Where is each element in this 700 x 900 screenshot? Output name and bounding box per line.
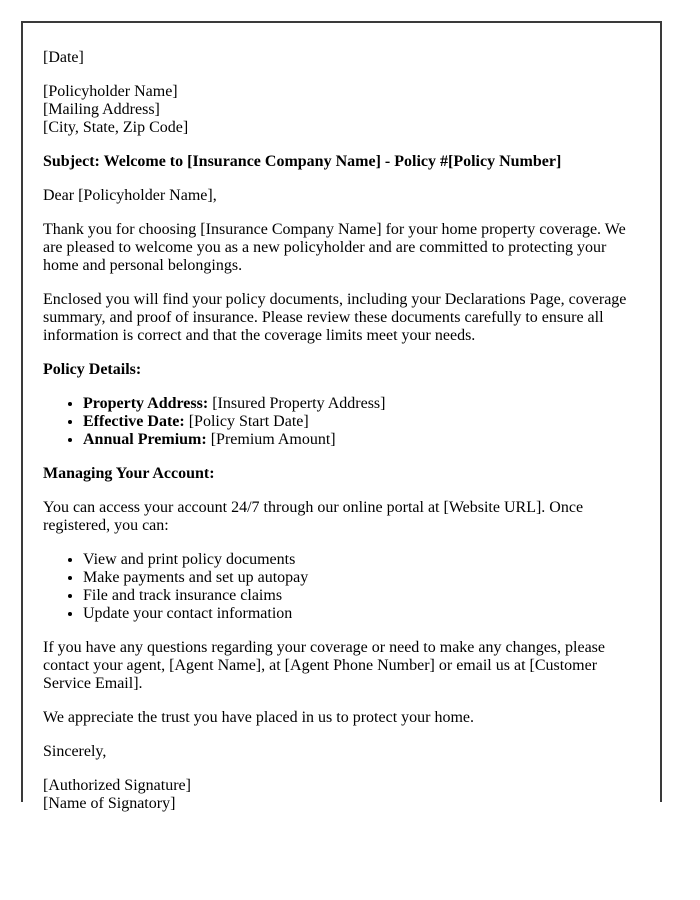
policy-detail-value: [Premium Amount] xyxy=(210,431,336,448)
signature-authorized: [Authorized Signature] xyxy=(43,777,191,794)
policy-detail-label: Annual Premium: xyxy=(83,431,207,448)
paragraph-thanks: Thank you for choosing [Insurance Company Name] for your home property coverage. We are pleased to welcome you as a new policyholder and are committed to protecting your home and personal belongings. xyxy=(43,221,626,274)
policy-detail-label: Effective Date: xyxy=(83,413,185,430)
letter-page xyxy=(21,21,662,812)
signature-block xyxy=(43,777,640,813)
policy-detail-label: Property Address: xyxy=(83,395,209,412)
list-item xyxy=(83,413,640,431)
list-item: • Update your contact information xyxy=(83,605,640,623)
managing-account-heading: Managing Your Account: xyxy=(43,465,215,482)
list-item: • File and track insurance claims xyxy=(83,587,640,605)
paragraph-appreciation: We appreciate the trust you have placed in us to protect your home. xyxy=(43,709,475,726)
policy-detail-value: [Policy Start Date] xyxy=(188,413,309,430)
portal-features-list xyxy=(43,551,640,623)
recipient-mailing-address: [Mailing Address] xyxy=(43,101,160,118)
list-item: • Make payments and set up autopay xyxy=(83,569,640,587)
policy-detail-value: [Insured Property Address] xyxy=(212,395,386,412)
recipient-name: [Policyholder Name] xyxy=(43,83,178,100)
paragraph-enclosed: Enclosed you will find your policy documents, including your Declarations Page, coverage summary, and proof of insurance. Please review these documents carefully to ensure all information is correct and that the coverage limits meet your needs. xyxy=(43,291,627,344)
policy-details-list xyxy=(43,395,640,449)
list-item: • View and print policy documents xyxy=(83,551,640,569)
paragraph-questions: If you have any questions regarding your coverage or need to make any changes, please contact your agent, [Agent Name], at [Agent Phone Number] or email us at [Customer Service Email]. xyxy=(43,639,606,692)
list-item xyxy=(83,431,640,449)
signature-name: [Name of Signatory] xyxy=(43,795,176,812)
date-line: [Date] xyxy=(43,49,84,66)
closing: Sincerely, xyxy=(43,743,107,760)
policy-details-heading: Policy Details: xyxy=(43,361,142,378)
salutation: Dear [Policyholder Name], xyxy=(43,187,217,204)
subject-line: Subject: Welcome to [Insurance Company Name] - Policy #[Policy Number] xyxy=(43,153,562,170)
recipient-block xyxy=(43,83,640,137)
recipient-city-state-zip: [City, State, Zip Code] xyxy=(43,119,189,136)
list-item xyxy=(83,395,640,413)
paragraph-portal: You can access your account 24/7 through our online portal at [Website URL]. Once registered, you can: xyxy=(43,499,584,534)
